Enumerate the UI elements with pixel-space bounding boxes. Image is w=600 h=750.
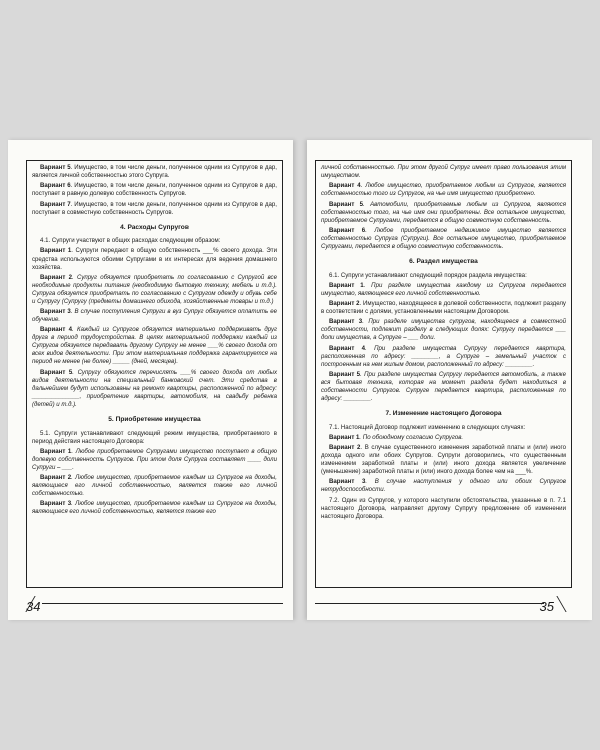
paragraph: . В случае существенного изменения заработной платы и (или) иного дохода одного или обоих Супругов. Супруги договорились, что существенным изменением заработной платы и (или) иного дохода является увеличение (уменьшение) заработной платы и (или) иного дохода более чем на ___%.	[321, 444, 566, 476]
variant-label: Вариант 2	[329, 300, 360, 308]
variant-label: Вариант 5	[40, 164, 71, 171]
paragraph: . Любое имущество, приобретаемое каждым из Супругов на доходы, являющиеся его личной собственностью, является также его личной собственностью.	[32, 474, 277, 498]
paragraph: . В случае наступления у одного или обоих Супругов нетрудоспособности.	[321, 478, 566, 494]
variant-label: Вариант 5	[329, 200, 364, 208]
left-page	[8, 140, 293, 620]
variant-label: Вариант 3	[329, 318, 363, 326]
variant-label: Вариант 1	[40, 247, 72, 255]
paragraph: . При разделе имущества супругов, находящееся в совместной собственности, подлежит разделу в следующих долях: Супругу передается ___ доли имущества, а Супруге – ___ доли.	[321, 318, 566, 342]
right-page	[307, 140, 592, 620]
paragraph: 6.1. Супруги устанавливают следующий порядок раздела имущества:	[329, 271, 527, 279]
paragraph: . Имущество, в том числе деньги, полученное одним из Супругов в дар, поступает в равную долевую собственность Супругов.	[32, 182, 277, 198]
paragraph: . При разделе имущества Супругу передается автомобиль, а также вся бытовая техника, которая на момент раздела будет находиться в собственности Супругов. Супруге передается квартира, расположенная по адресу: ________.	[321, 370, 566, 402]
variant-label: Вариант 1	[329, 281, 364, 289]
paragraph: 7.2. Один из Супругов, у которого наступили обстоятельства, указанные в п. 7.1 настоящего Договора, направляет другому Супругу предложение об изменении настоящего Договора.	[321, 496, 566, 520]
paragraph: . По обоюдному согласию Супругов.	[359, 433, 464, 441]
paragraph: . Супруг обязуется приобретать по согласованию с Супругой все необходимые продукты питания (необходимую бытовую технику, мебель и т.д.). Супруга обязуется приобретать по согласованию с Супругом одежду и обувь себе и Супругу (Супругу (предметы домашнего обихода, хозяйственные товары и т.д.)	[32, 273, 277, 305]
paragraph: . При разделе имущества каждому из Супругов передается имущество, являющееся его личной собственностью.	[321, 281, 566, 297]
variant-label: Вариант 3	[40, 308, 71, 316]
variant-label: Вариант 7	[40, 200, 71, 208]
variant-label: Вариант 1	[329, 433, 360, 441]
paragraph: . Любое имущество, приобретаемое каждым из Супругов на доходы, являющиеся его личной собственностью, является также его	[32, 500, 277, 516]
variant-label: Вариант 6	[40, 182, 71, 190]
section-heading-6: 6. Раздел имущества	[409, 257, 478, 265]
paragraph: . Автомобили, приобретаемые любым из Супругов, являются собственностью того, на чье имя они приобретены. Все остальное имущество, приобретаемое Супругами, передается в общую совместную собственность.	[321, 200, 566, 224]
paragraph: личной собственностью. При этом другой Супруг имеет право пользования этим имуществом.	[321, 164, 566, 180]
page-number: 35	[539, 599, 554, 614]
variant-label: Вариант 2	[40, 474, 72, 482]
paragraph: . Каждый из Супругов обязуется материально поддерживать друг друга в период трудоустройства. В целях материальной поддержки каждый из Супругов обязуется передавать другому Супругу не менее ___% своего дохода от всех видов деятельности. При этом материальная поддержка гарантируется на период не менее (не более) _____ (дней, месяцев).	[32, 326, 277, 366]
paragraph: . Имущество, находящееся в долевой собственности, подлежит разделу в соответствии с долями, установленными настоящим Договором.	[321, 300, 566, 316]
variant-label: Вариант 3	[40, 500, 72, 508]
variant-label: Вариант 3	[329, 478, 366, 486]
page-number-slash	[556, 596, 566, 612]
paragraph: . Любое приобретаемое недвижимое имущество является собственностью Супруга (Супруги). Все остальное имущество, приобретаемое Супругами, передается в общую совместную собственность.	[321, 226, 566, 250]
section-heading-7: 7. Изменение настоящего Договора	[385, 409, 502, 417]
paragraph: . Имущество, в том числе деньги, полученное одним из Супругов в дар, является личной собственностью этого Супруга.	[32, 164, 277, 180]
variant-label: Вариант 2	[329, 444, 361, 452]
page-number-rule	[315, 603, 544, 604]
right-page-text-frame	[315, 160, 572, 588]
variant-label: Вариант 4	[329, 182, 361, 190]
paragraph: . Любое приобретаемое Супругами имущество поступает в общую долевую собственность Супругов. При этом доля Супруга составляет ____ доли Супруги – ___.	[32, 447, 277, 471]
paragraph: . Любое имущество, приобретаемое любым из Супругов, является собственностью того из Супругов, на чье имя имущество приобретено.	[321, 182, 566, 198]
section-heading-5: 5. Приобретение имущества	[108, 415, 201, 423]
variant-label: Вариант 5	[40, 368, 73, 376]
page-number-rule	[42, 603, 283, 604]
paragraph: . При разделе имущества Супругу передается квартира, расположенная по адресу: ________, а Супруге – земельный участок с построенным на нем жилым домом, расположенный по адресу: ________.	[321, 344, 566, 368]
paragraph: . Супруги передают в общую собственность ___% своего дохода. Эти средства используются обоими Супругами в их интересах для ведения домашнего хозяйства.	[32, 247, 277, 271]
variant-label: Вариант 6	[329, 226, 366, 234]
variant-label: Вариант 4	[329, 344, 366, 352]
section-heading-4: 4. Расходы Супругов	[120, 223, 189, 231]
page-number: 34	[26, 599, 41, 614]
paragraph: . В случае поступления Супруги в вуз Супруг обязуется оплатить ее обучение.	[32, 308, 277, 324]
variant-label: Вариант 2	[40, 273, 72, 281]
variant-label: Вариант 1	[40, 447, 72, 455]
paragraph: . Супругу обязуются перечислять ___% своего дохода от любых видов деятельности на специальный банковский счет. Эти средства в дальнейшем будут использованы на ремонт квартиры, расположенной по адресу: ______________, приобретение квартиры, автомобиля, на свадьбу ребенка (детей) и т.д.).	[32, 368, 277, 408]
paragraph: . Имущество, в том числе деньги, полученное одним из Супругов в дар, поступает в совместную собственность Супругов.	[32, 200, 277, 216]
variant-label: Вариант 4	[40, 326, 73, 334]
paragraph: 5.1. Супруги устанавливают следующий режим имущества, приобретаемого в период действия настоящего Договора:	[32, 429, 277, 445]
paragraph: 7.1. Настоящий Договор подлежит изменению в следующих случаях:	[329, 423, 526, 431]
left-page-text-frame	[26, 160, 283, 588]
variant-label: Вариант 5	[329, 370, 361, 378]
paragraph: 4.1. Супруги участвуют в общих расходах следующим образом:	[40, 237, 221, 245]
